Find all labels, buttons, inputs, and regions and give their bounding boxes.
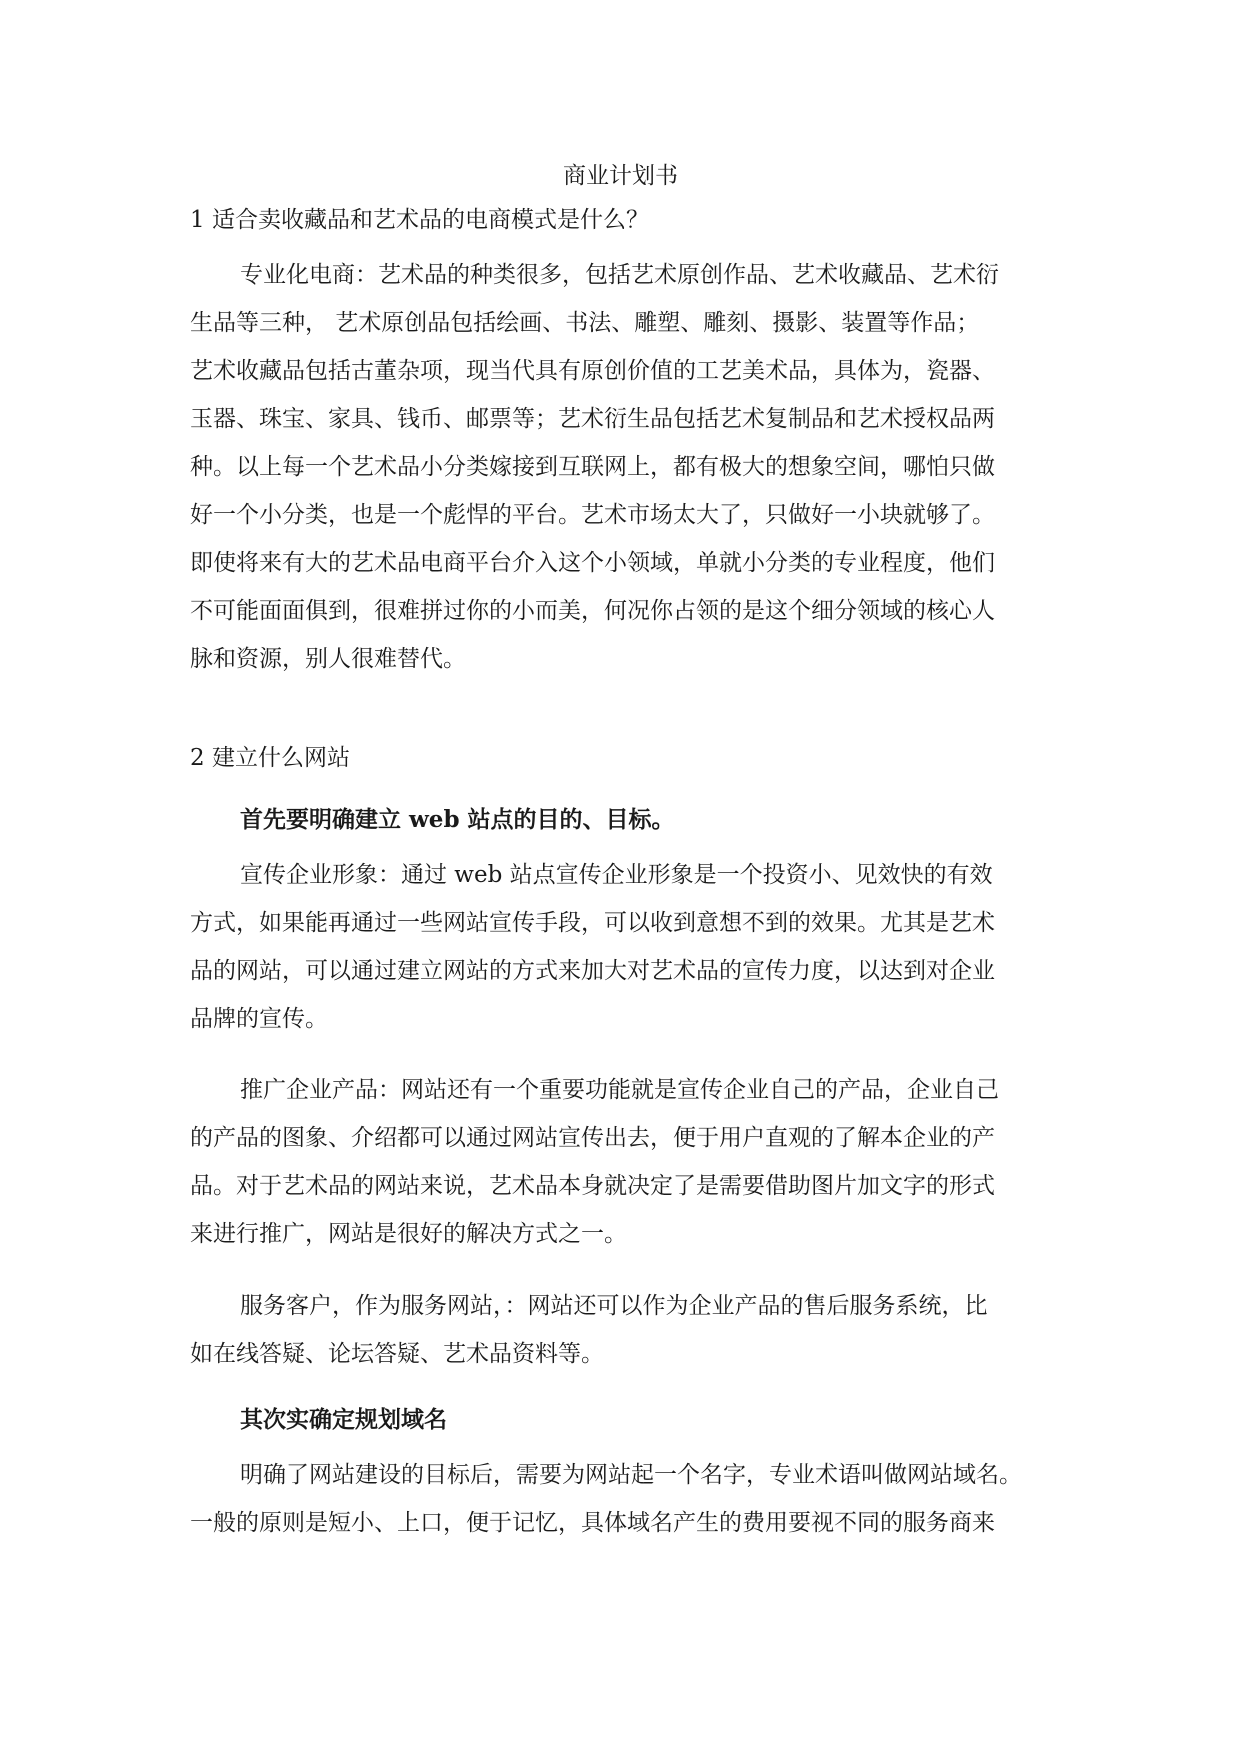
section-2-subheading-goals: 首先要明确建立 web 站点的目的、目标。 [240, 806, 675, 833]
paragraph-line: 的产品的图象、介绍都可以通过网站宣传出去，便于用户直观的了解本企业的产 [190, 1125, 995, 1151]
paragraph-line: 品的网站，可以通过建立网站的方式来加大对艺术品的宣传力度，以达到对企业 [190, 958, 995, 984]
paragraph-promote-products [190, 1066, 1070, 1258]
paragraph-line: 一般的原则是短小、上口，便于记忆，具体域名产生的费用要视不同的服务商来 [190, 1510, 995, 1536]
paragraph-line: 生品等三种， 艺术原创品包括绘画、书法、雕塑、雕刻、摄影、装置等作品； [190, 310, 980, 336]
paragraph-promote-image [190, 851, 1070, 1043]
paragraph-line: 明确了网站建设的目标后，需要为网站起一个名字，专业术语叫做网站域名。 [240, 1462, 1022, 1488]
paragraph-line: 来进行推广，网站是很好的解决方式之一。 [190, 1221, 627, 1247]
paragraph-line: 品牌的宣传。 [190, 1006, 328, 1032]
section-1-paragraph [190, 251, 1070, 683]
paragraph-line: 好一个小分类，也是一个彪悍的平台。艺术市场太大了，只做好一小块就够了。 [190, 502, 995, 528]
paragraph-line: 专业化电商：艺术品的种类很多，包括艺术原创作品、艺术收藏品、艺术衍 [240, 262, 999, 288]
paragraph-line: 方式，如果能再通过一些网站宣传手段，可以收到意想不到的效果。尤其是艺术 [190, 910, 995, 936]
document-title: 商业计划书 [563, 163, 678, 189]
section-2-heading: 2 建立什么网站 [190, 745, 350, 771]
section-1-heading: 1 适合卖收藏品和艺术品的电商模式是什么？ [190, 207, 649, 233]
paragraph-line: 即使将来有大的艺术品电商平台介入这个小领域，单就小分类的专业程度，他们 [190, 550, 995, 576]
paragraph-line: 宣传企业形象：通过 web 站点宣传企业形象是一个投资小、见效快的有效 [240, 862, 993, 888]
paragraph-line: 种。以上每一个艺术品小分类嫁接到互联网上，都有极大的想象空间，哪怕只做 [190, 454, 995, 480]
paragraph-service [190, 1282, 1070, 1378]
paragraph-line: 艺术收藏品包括古董杂项，现当代具有原创价值的工艺美术品，具体为，瓷器、 [190, 358, 995, 384]
paragraph-line: 玉器、珠宝、家具、钱币、邮票等；艺术衍生品包括艺术复制品和艺术授权品两 [190, 406, 995, 432]
paragraph-line: 推广企业产品：网站还有一个重要功能就是宣传企业自己的产品，企业自己 [240, 1077, 999, 1103]
section-2-subheading-domain: 其次实确定规划域名 [240, 1406, 447, 1433]
paragraph-line: 如在线答疑、论坛答疑、艺术品资料等。 [190, 1341, 604, 1367]
paragraph-line: 品。对于艺术品的网站来说，艺术品本身就决定了是需要借助图片加文字的形式 [190, 1173, 995, 1199]
paragraph-line: 服务客户，作为服务网站，：网站还可以作为企业产品的售后服务系统，比 [240, 1293, 988, 1319]
paragraph-domain [190, 1451, 1070, 1547]
paragraph-line: 不可能面面俱到，很难拼过你的小而美，何况你占领的是这个细分领域的核心人 [190, 598, 995, 624]
paragraph-line: 脉和资源，别人很难替代。 [190, 646, 466, 672]
